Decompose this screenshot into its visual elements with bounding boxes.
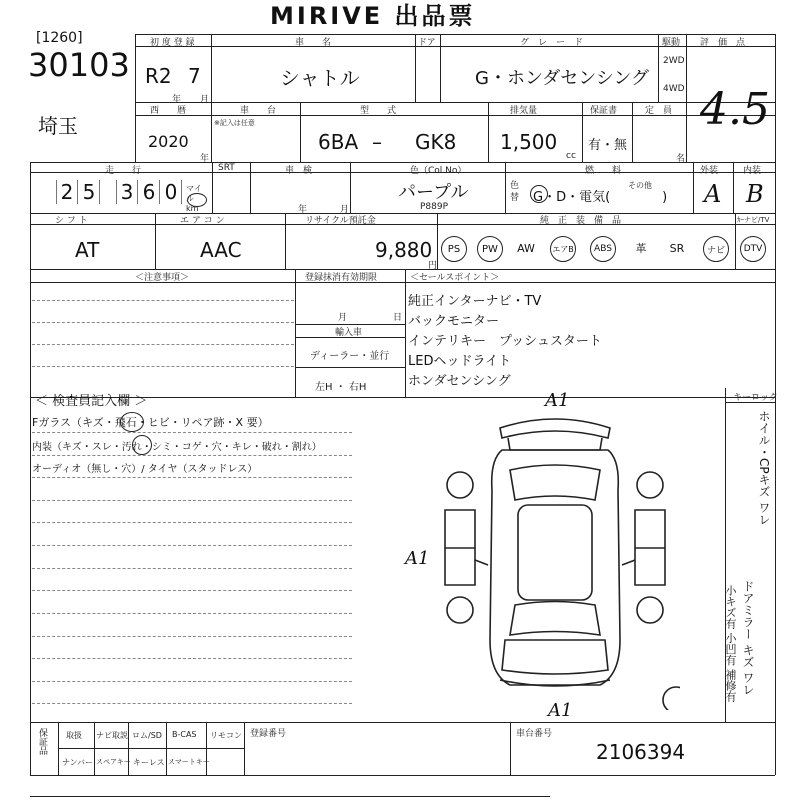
reg-day: 日 (393, 313, 403, 323)
key-lock-label: キーロック (733, 393, 778, 403)
mileage-digit: 2 (60, 180, 74, 204)
exterior-label: 外装 (700, 166, 719, 176)
yen-unit: 円 (428, 261, 438, 271)
door-label: ドア (418, 38, 436, 48)
fuel-other-label: その他 (628, 181, 652, 190)
navi-tv-label: ｶｰナビ/TV (737, 216, 770, 224)
equipment-label: 純 正 装 備 品 (540, 216, 622, 226)
inspector-heading: ＜ 検査員記入欄 ＞ (35, 394, 148, 409)
mileage-digit: 5 (82, 180, 96, 204)
drive-label: 駆動 (662, 38, 681, 48)
interior-grade: B (746, 180, 764, 208)
car-name-value: シャトル (280, 66, 360, 90)
year-label: 西 暦 (150, 106, 187, 116)
side-note-repair: 小キズ有 小凹有 補修有 (724, 585, 737, 702)
mileage-label: 走 行 (105, 166, 142, 176)
bottom-item: ロム/SD (132, 731, 162, 740)
bottom-item: ナンバー (62, 758, 94, 767)
handle-label: 左H ・ 右H (315, 382, 367, 393)
warranty-value: 有・無 (588, 138, 628, 153)
interior-circle (132, 435, 152, 455)
inspection-year: 年 (298, 205, 308, 215)
capacity-label: 定 員 (645, 106, 673, 116)
cc-unit: cc (566, 151, 576, 161)
model-prefix: 6BA (318, 130, 359, 154)
model-code: GK8 (415, 130, 457, 154)
equipment-navi: ナビ (703, 236, 729, 262)
chassis-label: 車 台 (240, 106, 277, 116)
equipment-pw: PW (477, 236, 503, 262)
km-circle-mark (187, 193, 207, 207)
model-dash: – (372, 130, 382, 154)
color-side-label: 色替 (510, 181, 520, 203)
sales-point: インテリキー プッシュスタート (408, 334, 602, 349)
equipment-leather: 革 (635, 242, 647, 255)
bottom-item: 取扱 (66, 731, 82, 740)
sales-point: ホンダセンシング (408, 374, 511, 389)
mileage-digit: 3 (120, 180, 134, 204)
interior-label: 内装 (743, 166, 762, 176)
sales-point: バックモニター (408, 314, 500, 329)
era-year-value: 7 (188, 64, 201, 88)
recycle-label: リサイクル預託金 (305, 216, 376, 226)
reg-number-label: 登録番号 (250, 729, 287, 739)
mileage-digit: 6 (142, 180, 156, 204)
bottom-item: スマートキー (168, 758, 210, 766)
month-suffix: 月 (200, 95, 210, 105)
inspector-line: オーディオ（無し・穴）/ タイヤ（スタッドレス） (32, 464, 258, 475)
chassis-number-value: 2106394 (596, 740, 686, 764)
fuel-g-circle (530, 185, 548, 203)
warranty-label: 保証書 (590, 106, 618, 116)
equipment-airbag: エアB (550, 236, 576, 262)
first-reg-label: 初 度 登 録 (150, 38, 195, 48)
bottom-item: B-CAS (172, 730, 197, 739)
km-unit: マイル km (186, 184, 202, 213)
grade-value: G・ホンダセンシング (475, 68, 649, 89)
equipment-dtv: DTV (740, 236, 766, 262)
sales-points-label: ＜セールスポイント＞ (410, 273, 500, 283)
aircon-value: AAC (200, 238, 242, 262)
shift-label: シ フ ト (55, 216, 88, 226)
chassis-number-label: 車台番号 (516, 729, 553, 739)
car-damage-diagram (430, 400, 680, 710)
bottom-item: スペアキー (96, 758, 131, 766)
inspection-label: 車 検 (285, 166, 313, 176)
mileage-digit: 0 (164, 180, 178, 204)
car-name-label: 車 名 (295, 38, 332, 48)
inspection-month: 月 (340, 205, 350, 215)
displacement-value: 1,500 (500, 130, 558, 154)
inspector-line: 内装（キズ・スレ・汚れ・シミ・コゲ・穴・キレ・破れ・割れ） (32, 442, 322, 453)
document-title: MIRIVE 出品票 (270, 2, 476, 30)
fglass-circle (120, 412, 144, 432)
reg-month: 月 (338, 313, 348, 323)
damage-mark-bottom: A1 (548, 700, 573, 721)
grade-label: グ レ ー ド (520, 38, 584, 48)
rating-label: 評 価 点 (700, 38, 746, 48)
color-code: P889P (420, 202, 449, 212)
sales-point: LEDヘッドライト (408, 354, 512, 369)
damage-mark-top: A1 (545, 390, 570, 411)
drive-2wd: 2WD (663, 56, 685, 66)
era-suffix: 年 (172, 95, 182, 105)
drive-4wd: 4WD (663, 84, 685, 94)
capacity-unit: 名 (676, 154, 686, 164)
fuel-value: G・D・電気( ) (533, 190, 668, 205)
lot-code: [1260] (36, 30, 83, 46)
bottom-item: リモコン (210, 731, 242, 740)
side-note-wheel: ホイル・CPキズ ワレ (757, 410, 771, 526)
reg-expiry-label: 登録抹消有効期限 (305, 273, 378, 283)
equipment-abs: ABS (590, 236, 616, 262)
damage-mark-left: A1 (405, 548, 430, 569)
model-label: 型 式 (360, 106, 397, 116)
equipment-ps: PS (441, 236, 467, 262)
shift-value: AT (75, 238, 100, 262)
lot-region: 埼玉 (38, 114, 78, 138)
exterior-grade: A (704, 180, 722, 208)
sales-point: 純正インターナビ・TV (408, 294, 542, 309)
bottom-item: ナビ取説 (96, 731, 128, 740)
chassis-note: ※記入は任意 (214, 119, 255, 127)
notes-label: ＜注意事項＞ (135, 273, 190, 283)
warranty-items-label: 保証品 (37, 728, 47, 755)
recycle-value: 9,880 (375, 238, 433, 262)
bottom-item: キーレス (133, 758, 165, 767)
aircon-label: エ ア コ ン (180, 216, 225, 226)
fuel-label: 燃 料 (585, 166, 622, 176)
era-value: R2 (145, 64, 172, 88)
color-label: 色（Col.No） (410, 166, 467, 176)
color-value: パープル (398, 182, 469, 203)
import-label: 輸入車 (335, 328, 363, 338)
year-suffix: 年 (200, 154, 210, 164)
equipment-aw: AW (517, 241, 535, 255)
inspector-line: Fガラス（キズ・飛石・ヒビ・リペア跡・X 要） (32, 416, 269, 429)
year-value: 2020 (148, 132, 189, 151)
lot-number: 30103 (28, 46, 130, 84)
equipment-sunroof: SR (669, 241, 685, 255)
side-note-mirror: ドアミラー キズ ワレ (741, 580, 755, 696)
displacement-label: 排気量 (510, 106, 538, 116)
meter-change-label: SRT (218, 163, 235, 173)
dealer-label: ディーラー・並行 (310, 351, 390, 362)
rating-score: 4.5 (700, 84, 770, 135)
